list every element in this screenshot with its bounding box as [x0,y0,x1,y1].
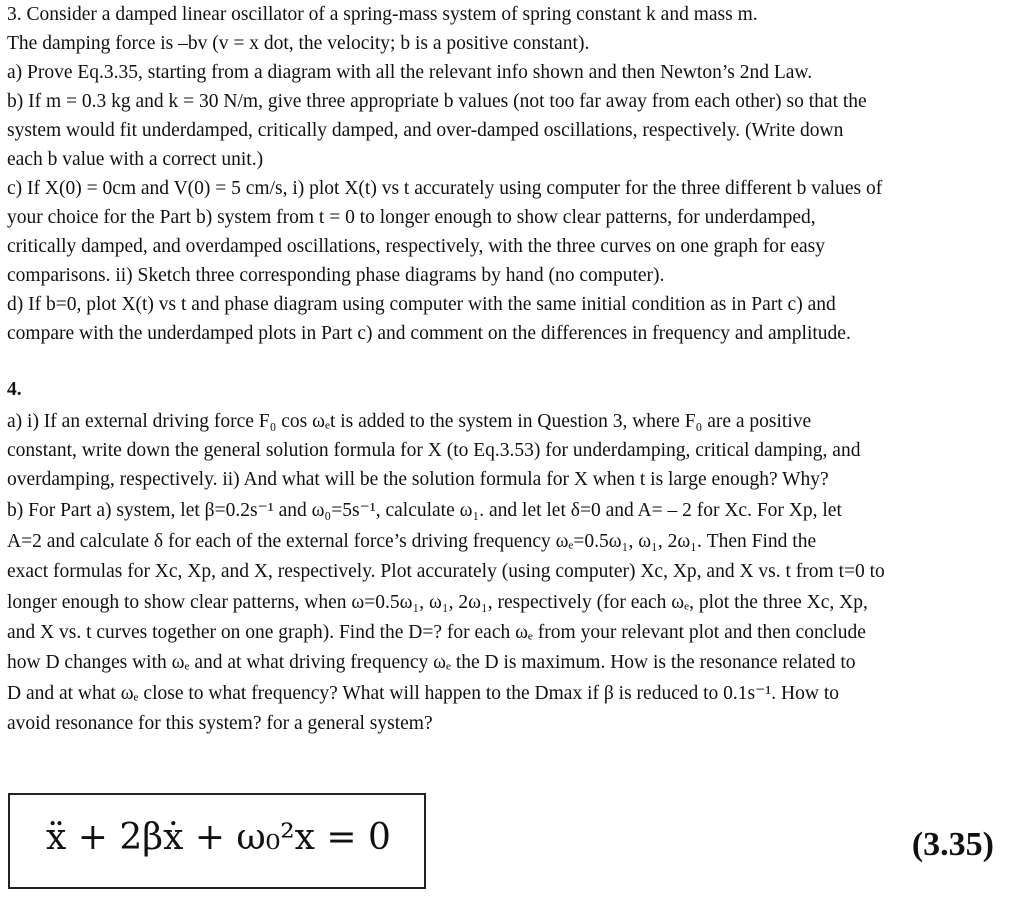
q4-line-11: avoid resonance for this system? for a general system? [7,713,433,734]
q4-line-9: how D changes with ωₑ and at what driving frequency ωₑ the D is maximum. How is the resonance related to [7,652,856,673]
q4-line-4: b) For Part a) system, let β=0.2s⁻¹ and ω₀=5s⁻¹, calculate ω₁. and let let δ=0 and A= – 2 for Xc. For Xp, let [7,500,842,521]
q3-line-7: c) If X(0) = 0cm and V(0) = 5 cm/s, i) plot X(t) vs t accurately using computer for the three different b values of [7,178,883,199]
equation-text: ẍ + 2βẋ + ω₀²x = 0 [46,817,391,858]
q3-line-6: each b value with a correct unit.) [7,149,264,170]
q3-line-2: The damping force is –bv (v = x dot, the velocity; b is a positive constant). [7,33,590,54]
q3-line-8: your choice for the Part b) system from t = 0 to longer enough to show clear patterns, for underdamped, [7,207,816,228]
equation-number: (3.35) [911,826,994,863]
q4-number: 4. [7,379,22,400]
q4-line-8: and X vs. t curves together on one graph). Find the D=? for each ωₑ from your relevant plot and then conclude [7,622,866,643]
q3-line-3: a) Prove Eq.3.35, starting from a diagram with all the relevant info shown and then Newton’s 2nd Law. [7,62,813,83]
q3-line-1: 3. Consider a damped linear oscillator of a spring-mass system of spring constant k and mass m. [7,4,758,25]
q3-line-4: b) If m = 0.3 kg and k = 30 N/m, give three appropriate b values (not too far away from each other) so that the [7,91,867,112]
q3-line-9: critically damped, and overdamped oscillations, respectively, with the three curves on one graph for easy [7,236,825,257]
q4-line-10: D and at what ωₑ close to what frequency? What will happen to the Dmax if β is reduced to 0.1s⁻¹. How to [7,683,839,704]
q3-line-10: comparisons. ii) Sketch three corresponding phase diagrams by hand (no computer). [7,265,665,286]
q3-line-11: d) If b=0, plot X(t) vs t and phase diagram using computer with the same initial condition as in Part c) and [7,294,836,315]
q4-line-2: constant, write down the general solution formula for X (to Eq.3.53) for underdamping, critical damping, and [7,440,861,461]
q4-line-6: exact formulas for Xc, Xp, and X, respectively. Plot accurately (using computer) Xc, Xp, and X vs. t from t=0 to [7,561,885,582]
q3-line-12: compare with the underdamped plots in Part c) and comment on the differences in frequency and amplitude. [7,323,851,344]
equation-box [8,793,426,889]
q4-line-7: longer enough to show clear patterns, when ω=0.5ω₁, ω₁, 2ω₁, respectively (for each ωₑ, plot the three Xc, Xp, [7,592,868,613]
q3-line-5: system would fit underdamped, critically damped, and over-damped oscillations, respectively. (Write down [7,120,844,141]
q4-line-3: overdamping, respectively. ii) And what will be the solution formula for X when t is large enough? Why? [7,469,829,490]
q4-line-5: A=2 and calculate δ for each of the external force’s driving frequency ωₑ=0.5ω₁, ω₁, 2ω₁. Then Find the [7,531,817,552]
q4-line-1: a) i) If an external driving force F₀ cos ωₑt is added to the system in Question 3, where F₀ are a positive [7,411,812,432]
